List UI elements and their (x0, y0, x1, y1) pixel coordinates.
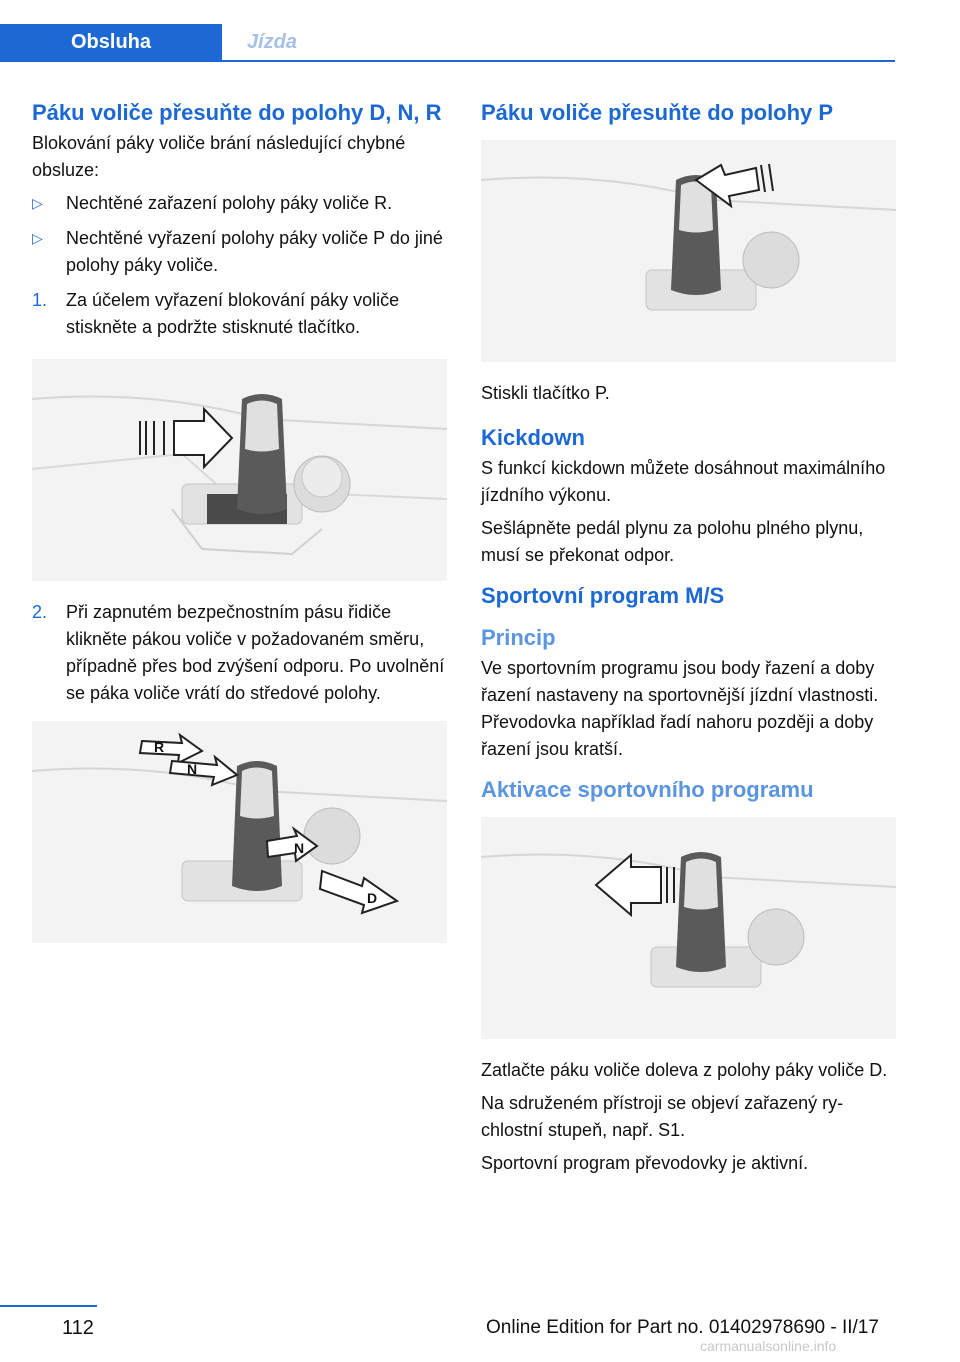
tab-underline (0, 60, 895, 62)
step-number: 1. (32, 290, 48, 310)
aktivace-text-2: Na sdruženém přístroji se objeví zařazený rychlostní stupeň, např. S1. (481, 1093, 844, 1140)
tab-jizda[interactable]: Jízda (246, 31, 298, 53)
illustration-shift-directions (32, 721, 447, 943)
kickdown-text-2: Sešlápněte pedál plynu za polohu plného plynu, musí se překonat odpor. (481, 518, 864, 565)
princip-text: Ve sportovním programu jsou body řazení a doby řazení nastaveny na sportovnější jízdní vlastnosti. Převodovka například řadí nahoru později a doby řazení jsou kratší. (481, 658, 879, 759)
chapter-tabbar (0, 0, 960, 62)
section-heading-dnr: Páku voliče přesuňte do polohy D, N, R (32, 100, 442, 125)
steps-list-1 (32, 287, 452, 341)
section-heading-sport: Sportovní program M/S (481, 583, 725, 608)
edition-text: Online Edition for Part no. 01402978690 - II/17 (486, 1317, 879, 1338)
section-heading-princip: Princip (481, 625, 556, 650)
shift-label-d: D (367, 890, 378, 906)
triangle-bullet-icon: ▷ (32, 230, 43, 246)
tab-obsluha[interactable]: Obsluha (0, 24, 222, 60)
section-heading-kickdown: Kickdown (481, 425, 585, 450)
step-text: Za účelem vyřazení blokování páky voliče stiskněte a podržte stisknuté tlačítko. (66, 290, 400, 337)
bullet-list (32, 190, 452, 279)
list-item (32, 225, 452, 279)
left-column (32, 100, 452, 961)
intro-text: Blokování páky voliče brání následující chybné obsluze: (32, 133, 406, 180)
footer-rule (0, 1305, 97, 1307)
step-text: Při zapnutém bezpečnostním pásu řidiče klikněte pákou voliče v požadovaném směru, případně přes bod zvýšení odporu. Po uvolnění se páka voliče vrátí do středové polohy. (66, 602, 445, 703)
section-heading-p: Páku voliče přesuňte do polohy P (481, 100, 834, 125)
aktivace-text-1: Zatlačte páku voliče doleva z polohy páky voliče D. (481, 1060, 888, 1080)
shift-label-n-top: N (187, 761, 198, 777)
watermark-text: carmanualsonline.info (700, 1338, 837, 1354)
shift-label-n-bottom: N (294, 840, 305, 856)
list-item-text: Nechtěné zařazení polohy páky voliče R. (66, 193, 393, 213)
caption-p-button: Stiskli tlačítko P. (481, 383, 610, 403)
kickdown-text-1: S funkcí kickdown můžete dosáhnout maximálního jízdního výkonu. (481, 458, 886, 505)
illustration-p-button (481, 140, 896, 362)
section-heading-aktivace: Aktivace sportovního programu (481, 777, 814, 802)
illustration-unlock-button (32, 359, 447, 581)
aktivace-text-3: Sportovní program převodovky je aktivní. (481, 1153, 809, 1173)
shift-label-r: R (154, 739, 165, 755)
steps-list-2 (32, 599, 452, 707)
list-item-text: Nechtěné vyřazení polohy páky voliče P do jiné polohy páky voliče. (66, 228, 443, 275)
step-item (32, 287, 452, 341)
triangle-bullet-icon: ▷ (32, 195, 43, 211)
page-number: 112 (62, 1317, 94, 1339)
step-item (32, 599, 452, 707)
list-item (32, 190, 452, 217)
right-column (481, 100, 896, 1183)
step-number: 2. (32, 602, 48, 622)
illustration-sport-mode (481, 817, 896, 1039)
